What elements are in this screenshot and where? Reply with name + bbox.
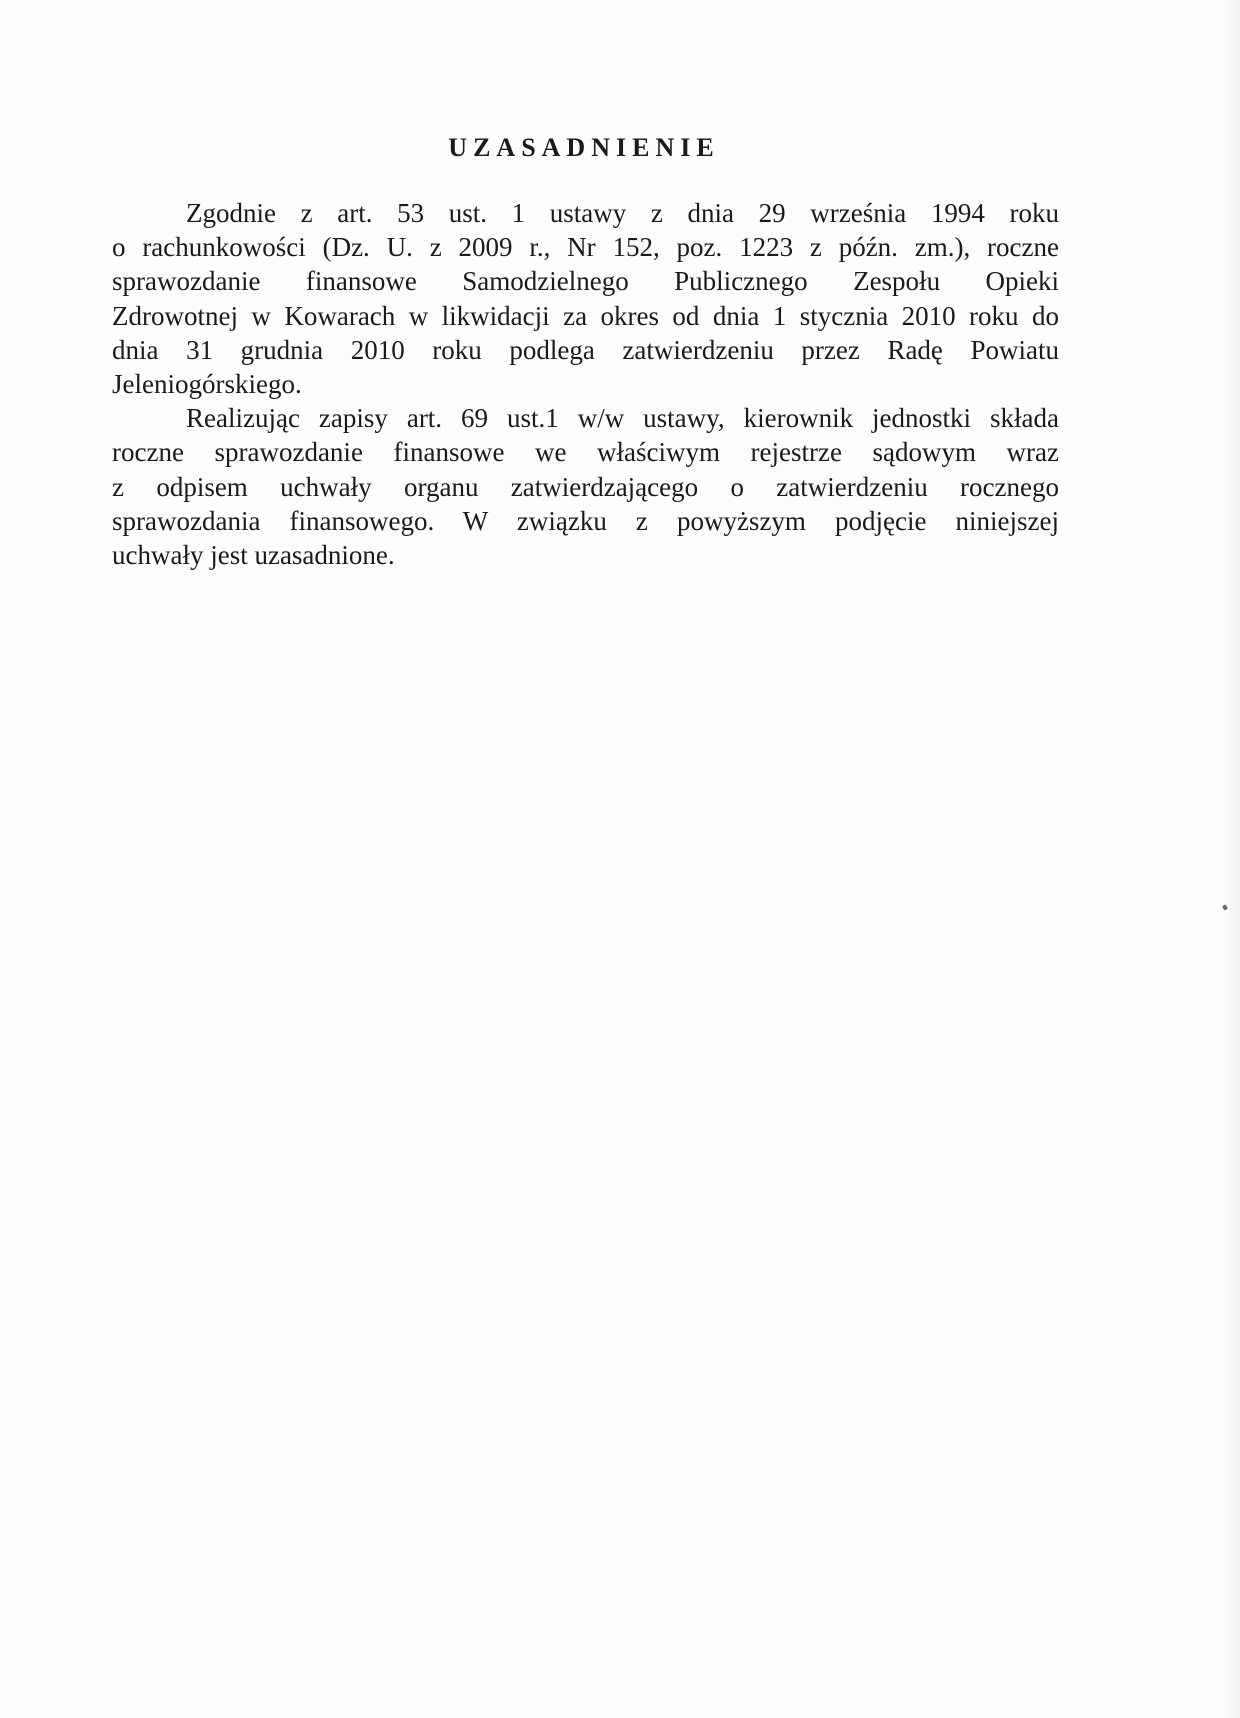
text-line: roczne sprawozdanie finansowe we właściwym rejestrze sądowym wraz — [112, 437, 1059, 468]
paragraph-2 — [112, 401, 1059, 572]
text-line: o rachunkowości (Dz. U. z 2009 r., Nr 152, poz. 1223 z późn. zm.), roczne — [112, 232, 1059, 263]
text-line: Realizując zapisy art. 69 ust.1 w/w ustawy, kierownik jednostki składa — [186, 403, 1059, 434]
text-line: z odpisem uchwały organu zatwierdzającego o zatwierdzeniu rocznego — [112, 471, 1059, 502]
text-line: Jeleniogórskiego. — [112, 369, 302, 400]
text-line: Zgodnie z art. 53 ust. 1 ustawy z dnia 29 września 1994 roku — [186, 198, 1059, 228]
text-line: dnia 31 grudnia 2010 roku podlega zatwierdzeniu przez Radę Powiatu — [112, 334, 1059, 365]
scan-edge-shadow — [1224, 0, 1240, 1718]
text-line: sprawozdanie finansowe Samodzielnego Publicznego Zespołu Opieki — [112, 266, 1059, 297]
document-title: UZASADNIENIE — [448, 133, 720, 162]
text-line: Zdrowotnej w Kowarach w likwidacji za okres od dnia 1 stycznia 2010 roku do — [112, 300, 1059, 331]
document-body — [112, 196, 1059, 572]
text-line: uchwały jest uzasadnione. — [112, 540, 395, 571]
text-line: sprawozdania finansowego. W związku z powyższym podjęcie niniejszej — [112, 505, 1059, 536]
paragraph-1 — [112, 196, 1059, 401]
